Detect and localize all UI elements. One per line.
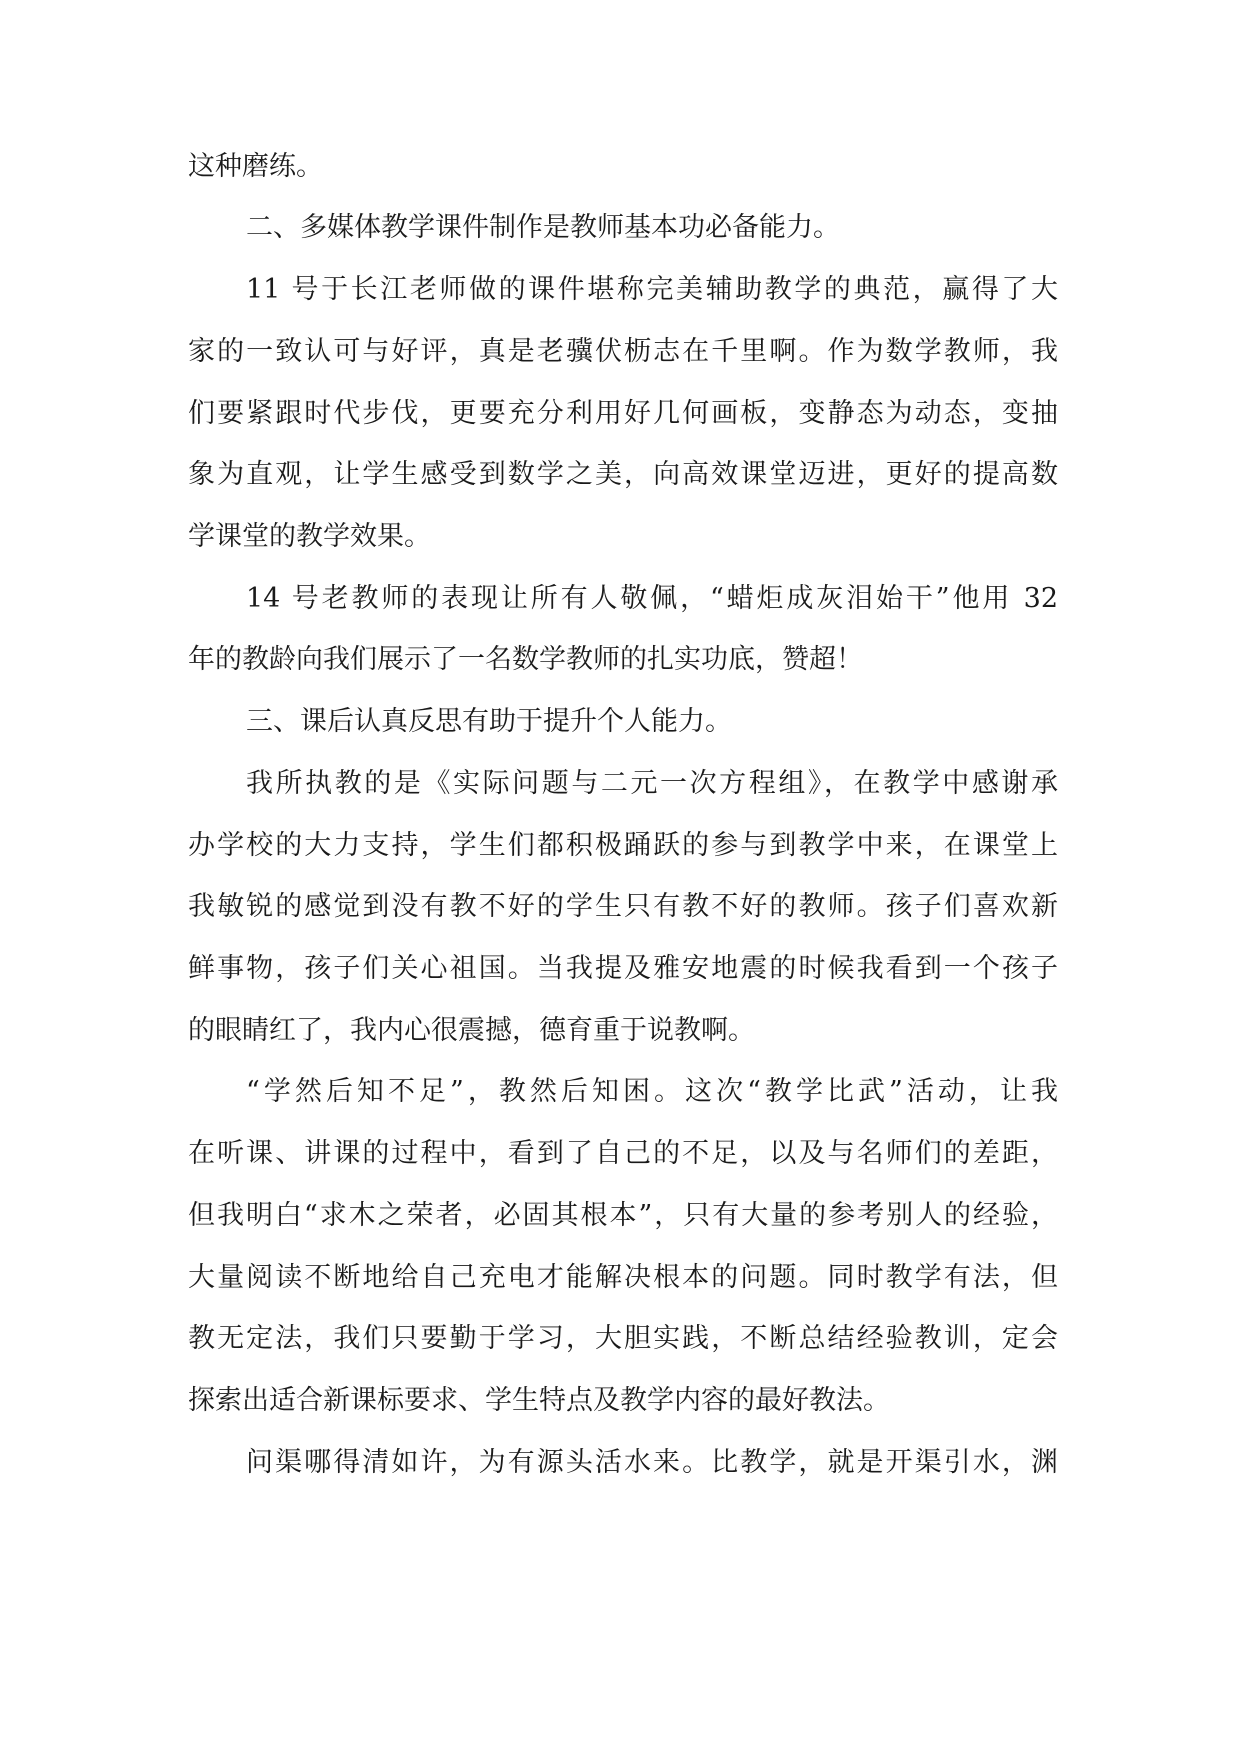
text-line: 我敏锐的感觉到没有教不好的学生只有教不好的教师。孩子们喜欢新 — [188, 891, 1058, 922]
text-line: 们要紧跟时代步伐，更要充分利用好几何画板，变静态为动态，变抽 — [188, 398, 1058, 429]
text-line: 我所执教的是《实际问题与二元一次方程组》，在教学中感谢承 — [246, 768, 1058, 799]
text-line: 大量阅读不断地给自己充电才能解决根本的问题。同时教学有法，但 — [188, 1262, 1058, 1293]
text-line: 探索出适合新课标要求、学生特点及教学内容的最好教法。 — [188, 1385, 890, 1416]
section-heading: 二、多媒体教学课件制作是教师基本功必备能力。 — [246, 212, 840, 243]
text-line: 的眼睛红了，我内心很震撼，德育重于说教啊。 — [188, 1015, 755, 1046]
text-line: 象为直观，让学生感受到数学之美，向高效课堂迈进，更好的提高数 — [188, 459, 1058, 490]
text-line: 教无定法，我们只要勤于学习，大胆实践，不断总结经验教训，定会 — [188, 1323, 1058, 1354]
text-line: 但我明白“求木之荣者，必固其根本”，只有大量的参考别人的经验， — [188, 1200, 1058, 1231]
text-line: 鲜事物，孩子们关心祖国。当我提及雅安地震的时候我看到一个孩子 — [188, 953, 1058, 984]
section-heading: 三、课后认真反思有助于提升个人能力。 — [246, 706, 732, 737]
text-line: 这种磨练。 — [188, 151, 323, 182]
text-line: 家的一致认可与好评，真是老骥伏枥志在千里啊。作为数学教师，我 — [188, 336, 1058, 367]
text-line: 在听课、讲课的过程中，看到了自己的不足，以及与名师们的差距， — [188, 1138, 1058, 1169]
text-line: 问渠哪得清如许，为有源头活水来。比教学，就是开渠引水，渊 — [246, 1447, 1058, 1478]
text-line: 学课堂的教学效果。 — [188, 521, 431, 552]
text-line: 年的教龄向我们展示了一名数学教师的扎实功底，赞超！ — [188, 644, 863, 675]
text-line: 办学校的大力支持，学生们都积极踊跃的参与到教学中来，在课堂上 — [188, 830, 1058, 861]
text-line: “学然后知不足”，教然后知困。这次“教学比武”活动，让我 — [246, 1076, 1058, 1107]
text-line: 14 号老教师的表现让所有人敬佩，“蜡炬成灰泪始干”他用 32 — [246, 583, 1058, 614]
text-line: 11 号于长江老师做的课件堪称完美辅助教学的典范，赢得了大 — [246, 274, 1058, 305]
